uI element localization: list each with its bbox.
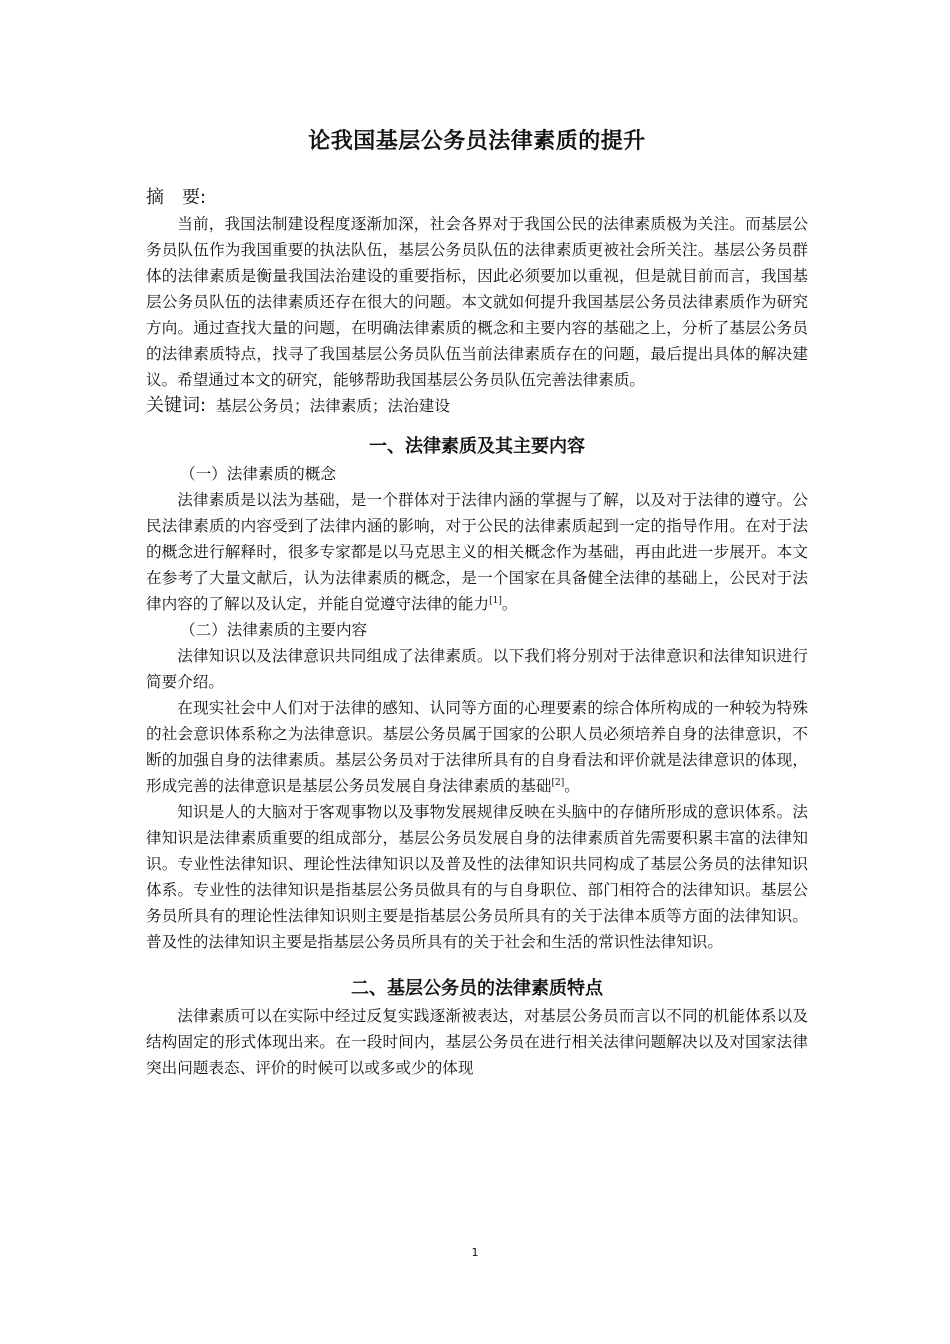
paragraph-text: 法律素质是以法为基础，是一个群体对于法律内涵的掌握与了解，以及对于法律的遵守。公民法律素质的内容受到了法律内涵的影响，对于公民的法律素质起到一定的指导作用。在对于法的概念进行解释时，很多专家都是以马克思主义的相关概念作为基础，再由此进一步展开。本文在参考了大量文献后，认为法律素质的概念，是一个国家在具备健全法律的基础上，公民对于法律内容的了解以及认定，并能自觉遵守法律的能力 — [146, 491, 808, 613]
paragraph: 法律素质可以在实际中经过反复实践逐渐被表达，对基层公务员而言以不同的机能体系以及结构固定的形式体现出来。在一段时间内，基层公务员在进行相关法律问题解决以及对国家法律突出问题表态、评价的时候可以或多或少的体现 — [146, 1007, 808, 1077]
keywords-text: 基层公务员；法律素质；法治建设 — [216, 397, 450, 415]
section-2-heading: 二、基层公务员的法律素质特点 — [351, 978, 603, 999]
keywords-label: 关键词 — [146, 395, 200, 416]
paragraph-text: 在现实社会中人们对于法律的感知、认同等方面的心理要素的综合体所构成的一种较为特殊的社会意识体系称之为法律意识。基层公务员属于国家的公职人员必须培养自身的法律意识，不断的加强自身的法律素质。基层公务员对于法律所具有的自身看法和评价就是法律意识的体现，形成完善的法律意识是基层公务员发展自身法律素质的基础 — [146, 699, 808, 795]
abstract-section — [146, 185, 808, 393]
subsection-1-1-heading: （一）法律素质的概念 — [180, 465, 336, 483]
section-2 — [146, 975, 808, 1081]
subsection-1-2-heading: （二）法律素质的主要内容 — [180, 621, 368, 639]
citation-ref: [1] — [489, 595, 502, 606]
paragraph — [146, 695, 808, 799]
page-content — [146, 124, 808, 1081]
paragraph: 知识是人的大脑对于客观事物以及事物发展规律反映在头脑中的存储所形成的意识体系。法律知识是法律素质重要的组成部分，基层公务员发展自身的法律素质首先需要积累丰富的法律知识。专业性法律知识、理论性法律知识以及普及性的法律知识共同构成了基层公务员的法律知识体系。专业性的法律知识是指基层公务员做具有的与自身职位、部门相符合的法律知识。基层公务员所具有的理论性法律知识则主要是指基层公务员所具有的关于法律本质等方面的法律知识。普及性的法律知识主要是指基层公务员所具有的关于社会和生活的常识性法律知识。 — [146, 803, 808, 951]
page-number: 1 — [471, 1246, 479, 1259]
keywords-separator: : — [200, 395, 207, 416]
section-1 — [146, 433, 808, 955]
paragraph-end: 。 — [501, 595, 518, 613]
paragraph — [146, 487, 808, 617]
paper-title: 论我国基层公务员法律素质的提升 — [308, 129, 646, 154]
paragraph: 法律知识以及法律意识共同组成了法律素质。以下我们将分别对于法律意识和法律知识进行简要介绍。 — [146, 647, 808, 691]
citation-ref: [2] — [551, 777, 565, 788]
paragraph-end: 。 — [564, 777, 580, 795]
section-gap — [146, 955, 808, 975]
section-1-heading: 一、法律素质及其主要内容 — [369, 436, 585, 457]
abstract-text: 当前，我国法制建设程度逐渐加深，社会各界对于我国公民的法律素质极为关注。而基层公务员队伍作为我国重要的执法队伍，基层公务员队伍的法律素质更被社会所关注。基层公务员群体的法律素质是衡量我国法治建设的重要指标，因此必须要加以重视，但是就目前而言，我国基层公务员队伍的法律素质还存在很大的问题。本文就如何提升我国基层公务员法律素质作为研究方向。通过查找大量的问题，在明确法律素质的概念和主要内容的基础之上，分析了基层公务员的法律素质特点，找寻了我国基层公务员队伍当前法律素质存在的问题，最后提出具体的解决建议。希望通过本文的研究，能够帮助我国基层公务员队伍完善法律素质。 — [146, 215, 808, 389]
abstract-label: 摘 要: — [146, 187, 207, 208]
keywords-line — [146, 393, 808, 419]
